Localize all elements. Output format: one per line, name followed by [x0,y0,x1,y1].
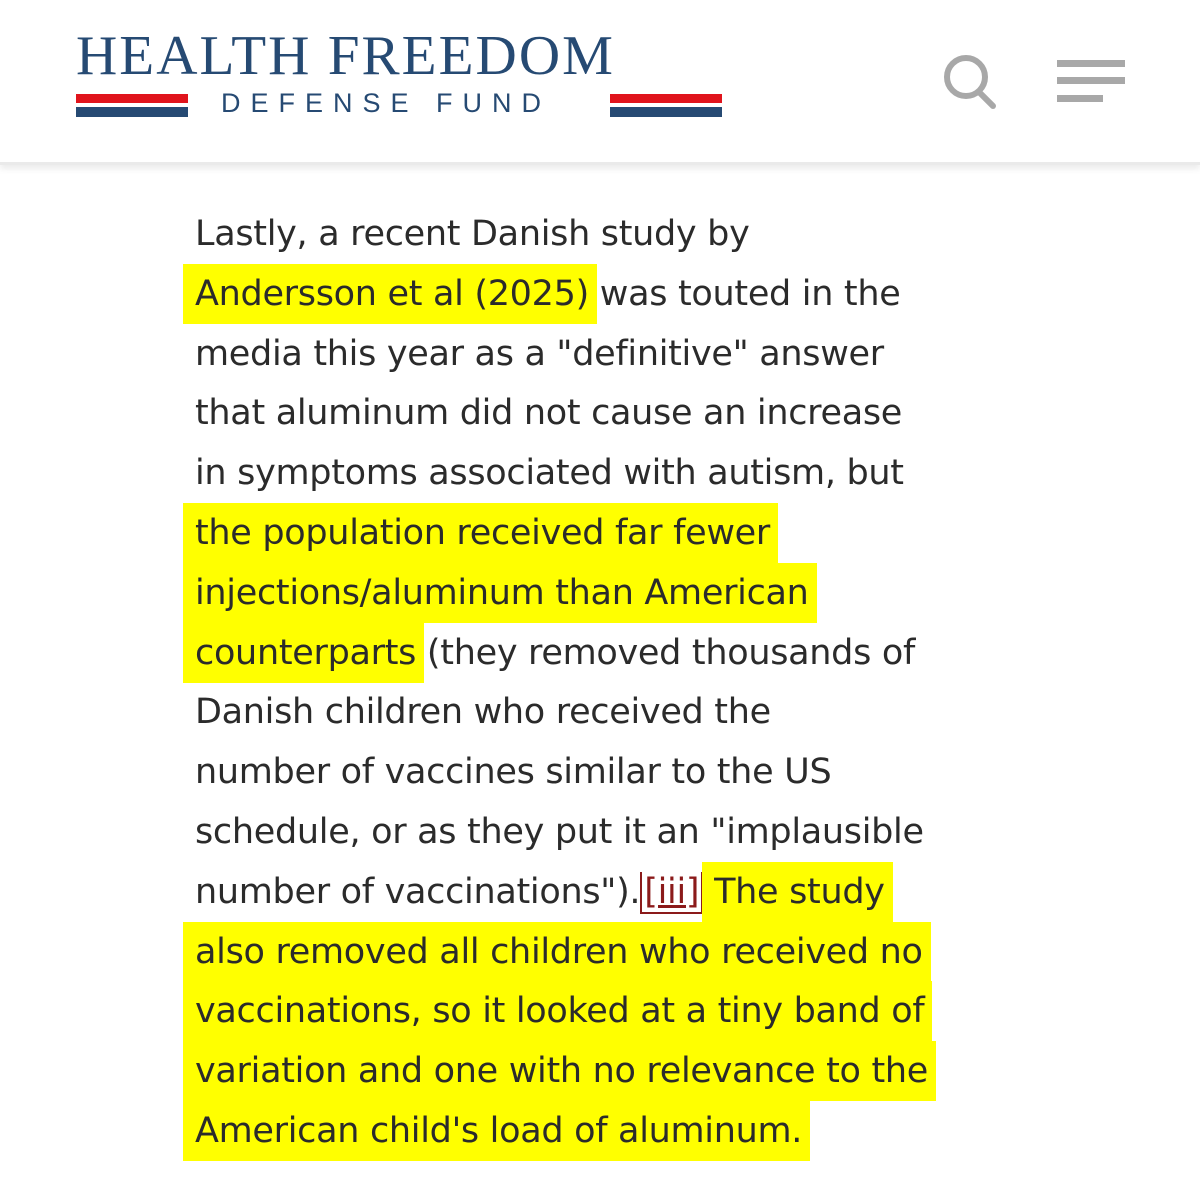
text-line [195,743,1095,803]
search-icon[interactable] [940,52,1000,112]
text-segment: media this year as a "definitive" answer [195,333,884,374]
text-line [195,325,1095,385]
text-line [195,265,1095,325]
logo-stripes-left [76,94,188,117]
text-line [195,384,1095,444]
footnote-link[interactable]: [iii] [640,872,703,914]
text-line [195,564,1095,624]
text-line [195,205,1095,265]
highlighted-text: variation and one with no relevance to the [183,1041,936,1101]
text-segment: number of vaccinations"). [195,871,641,912]
text-segment: (they removed thousands of [416,632,915,673]
text-segment: Danish children who received the [195,692,771,733]
highlighted-text: Andersson et al (2025) [183,264,597,324]
text-segment: that aluminum did not cause an increase [195,393,903,434]
text-line [195,863,1095,923]
hamburger-menu-icon[interactable] [1057,60,1127,104]
text-line [195,444,1095,504]
highlighted-text: counterparts [183,623,424,683]
highlighted-text: injections/aluminum than American [183,563,817,623]
site-header [0,0,1200,165]
article-paragraph [195,205,1095,1162]
text-line [195,683,1095,743]
highlighted-text: also removed all children who received no [183,922,931,982]
highlighted-text: the population received far fewer [183,503,778,563]
text-line [195,982,1095,1042]
logo-stripes-right [610,94,722,117]
highlighted-text: American child's load of aluminum. [183,1101,810,1161]
text-segment: schedule, or as they put it an "implausible [195,811,924,852]
highlighted-text: The study [702,862,893,922]
text-segment: Lastly, a recent Danish study by [195,214,750,254]
logo-title: HEALTH FREEDOM [76,25,615,87]
text-line [195,504,1095,564]
text-segment: number of vaccines similar to the US [195,752,832,793]
text-line [195,1102,1095,1162]
site-logo[interactable] [76,25,726,118]
text-line [195,1042,1095,1102]
text-line [195,624,1095,684]
text-line [195,803,1095,863]
text-segment: was touted in the [588,273,901,314]
highlighted-text: vaccinations, so it looked at a tiny band of [183,981,932,1041]
logo-subtitle: DEFENSE FUND [221,88,552,118]
text-line [195,923,1095,983]
text-segment: in symptoms associated with autism, but [195,453,904,494]
